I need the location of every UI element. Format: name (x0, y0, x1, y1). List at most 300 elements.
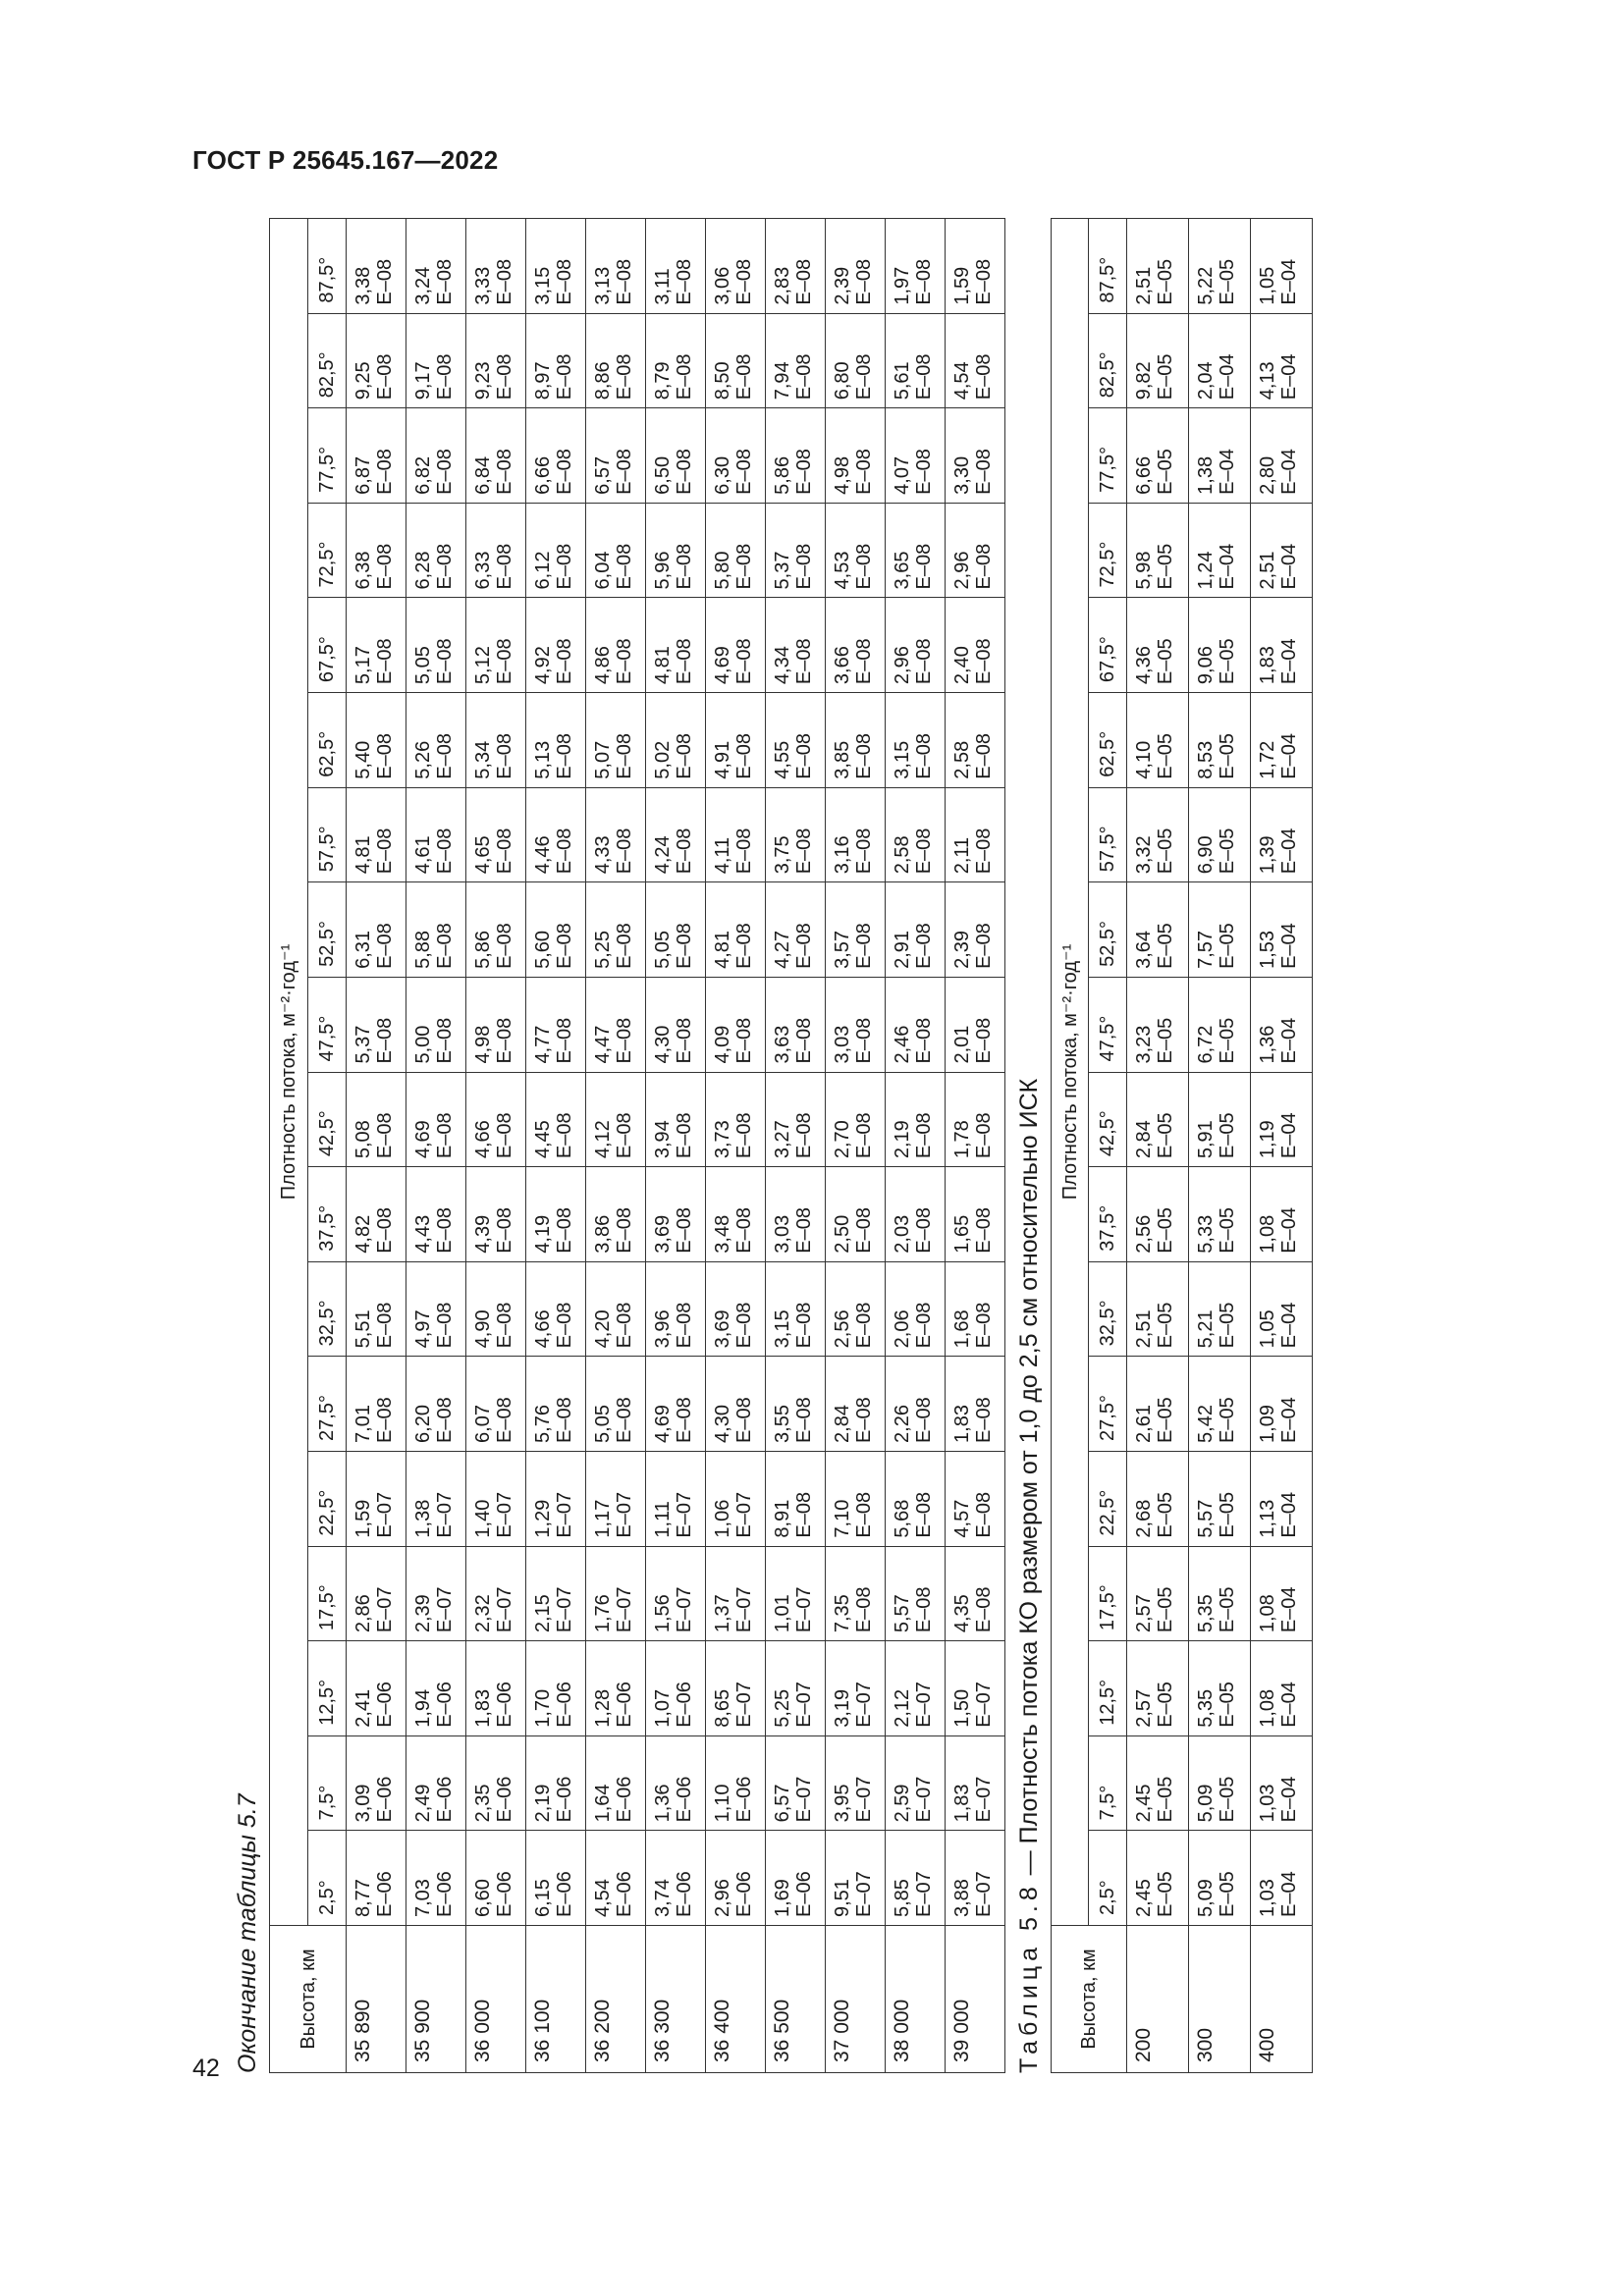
flux-value-cell: 4,98 E–08 (826, 408, 886, 504)
flux-value-cell: 3,75 E–08 (766, 787, 826, 882)
flux-value-cell: 8,91 E–08 (766, 1451, 826, 1546)
flux-value-cell: 6,31 E–08 (347, 882, 406, 978)
flux-value-cell: 4,66 E–08 (526, 1261, 586, 1357)
flux-value-cell: 3,32 E–05 (1127, 787, 1189, 882)
flux-value-cell: 2,68 E–05 (1127, 1451, 1189, 1546)
angle-column-header: 32,5° (1089, 1261, 1127, 1357)
flux-value-cell: 9,23 E–08 (466, 313, 526, 408)
flux-value-cell: 2,59 E–07 (886, 1735, 946, 1831)
flux-value-cell: 4,34 E–08 (766, 598, 826, 693)
flux-value-cell: 1,72 E–04 (1251, 693, 1313, 788)
table-row (1189, 219, 1251, 2073)
flux-value-cell: 4,11 E–08 (706, 787, 766, 882)
flux-value-cell: 5,05 E–08 (406, 598, 466, 693)
flux-value-cell: 1,56 E–07 (646, 1546, 706, 1641)
angle-column-header: 37,5° (1089, 1167, 1127, 1262)
flux-value-cell: 8,86 E–08 (586, 313, 646, 408)
flux-value-cell: 1,03 E–04 (1251, 1735, 1313, 1831)
flux-value-cell: 2,11 E–08 (946, 787, 1005, 882)
flux-value-cell: 3,55 E–08 (766, 1357, 826, 1452)
angle-column-header: 82,5° (1089, 313, 1127, 408)
angle-column-header: 17,5° (308, 1546, 347, 1641)
flux-value-cell: 5,09 E–05 (1189, 1735, 1251, 1831)
flux-value-cell: 8,50 E–08 (706, 313, 766, 408)
table-row (766, 219, 826, 2073)
flux-value-cell: 4,57 E–08 (946, 1451, 1005, 1546)
angle-column-header: 42,5° (1089, 1072, 1127, 1167)
altitude-column-header: Высота, км (1052, 1926, 1127, 2073)
flux-value-cell: 5,57 E–05 (1189, 1451, 1251, 1546)
flux-value-cell: 4,90 E–08 (466, 1261, 526, 1357)
flux-value-cell: 1,50 E–07 (946, 1641, 1005, 1736)
flux-value-cell: 4,86 E–08 (586, 598, 646, 693)
flux-value-cell: 1,65 E–08 (946, 1167, 1005, 1262)
flux-value-cell: 2,26 E–08 (886, 1357, 946, 1452)
flux-value-cell: 4,30 E–08 (646, 977, 706, 1072)
flux-value-cell: 3,30 E–08 (946, 408, 1005, 504)
flux-value-cell: 2,35 E–06 (466, 1735, 526, 1831)
table-row (646, 219, 706, 2073)
flux-value-cell: 4,69 E–08 (646, 1357, 706, 1452)
flux-value-cell: 1,70 E–06 (526, 1641, 586, 1736)
flux-value-cell: 5,76 E–08 (526, 1357, 586, 1452)
table-5-8 (1051, 218, 1313, 2073)
flux-value-cell: 4,27 E–08 (766, 882, 826, 978)
flux-value-cell: 3,23 E–05 (1127, 977, 1189, 1072)
flux-value-cell: 1,17 E–07 (586, 1451, 646, 1546)
flux-value-cell: 5,00 E–08 (406, 977, 466, 1072)
table-5-7 (269, 218, 1005, 2073)
flux-value-cell: 3,95 E–07 (826, 1735, 886, 1831)
flux-value-cell: 2,57 E–05 (1127, 1641, 1189, 1736)
table-row (1127, 219, 1189, 2073)
flux-value-cell: 1,76 E–07 (586, 1546, 646, 1641)
flux-value-cell: 3,63 E–08 (766, 977, 826, 1072)
flux-value-cell: 6,80 E–08 (826, 313, 886, 408)
angle-column-header: 77,5° (1089, 408, 1127, 504)
flux-value-cell: 1,29 E–07 (526, 1451, 586, 1546)
flux-value-cell: 4,12 E–08 (586, 1072, 646, 1167)
flux-value-cell: 1,83 E–06 (466, 1641, 526, 1736)
flux-value-cell: 6,90 E–05 (1189, 787, 1251, 882)
flux-value-cell: 6,15 E–06 (526, 1831, 586, 1926)
angle-column-header: 27,5° (1089, 1357, 1127, 1452)
flux-value-cell: 4,66 E–08 (466, 1072, 526, 1167)
angle-column-header: 22,5° (308, 1451, 347, 1546)
flux-value-cell: 3,16 E–08 (826, 787, 886, 882)
table-5-7-caption: Окончание таблицы 5.7 (234, 1793, 261, 2073)
angle-column-header: 47,5° (308, 977, 347, 1072)
altitude-cell: 36 300 (646, 1926, 706, 2073)
flux-value-cell: 7,03 E–06 (406, 1831, 466, 1926)
flux-value-cell: 5,80 E–08 (706, 503, 766, 598)
angle-column-header: 12,5° (308, 1641, 347, 1736)
flux-value-cell: 2,58 E–08 (946, 693, 1005, 788)
flux-value-cell: 5,25 E–07 (766, 1641, 826, 1736)
flux-value-cell: 2,80 E–04 (1251, 408, 1313, 504)
flux-value-cell: 9,06 E–05 (1189, 598, 1251, 693)
flux-value-cell: 5,68 E–08 (886, 1451, 946, 1546)
flux-value-cell: 4,47 E–08 (586, 977, 646, 1072)
flux-value-cell: 5,07 E–08 (586, 693, 646, 788)
flux-value-cell: 3,69 E–08 (646, 1167, 706, 1262)
flux-value-cell: 2,84 E–05 (1127, 1072, 1189, 1167)
flux-value-cell: 4,54 E–08 (946, 313, 1005, 408)
document-header: ГОСТ Р 25645.167—2022 (192, 145, 499, 175)
angle-column-header: 62,5° (1089, 693, 1127, 788)
flux-value-cell: 5,09 E–05 (1189, 1831, 1251, 1926)
flux-value-cell: 4,81 E–08 (347, 787, 406, 882)
flux-value-cell: 1,13 E–04 (1251, 1451, 1313, 1546)
flux-value-cell: 5,42 E–05 (1189, 1357, 1251, 1452)
flux-value-cell: 5,88 E–08 (406, 882, 466, 978)
flux-value-cell: 5,05 E–08 (646, 882, 706, 978)
flux-value-cell: 4,69 E–08 (706, 598, 766, 693)
flux-value-cell: 5,37 E–08 (766, 503, 826, 598)
angle-column-header: 67,5° (308, 598, 347, 693)
altitude-cell: 36 200 (586, 1926, 646, 2073)
flux-value-cell: 3,74 E–06 (646, 1831, 706, 1926)
flux-value-cell: 2,84 E–08 (826, 1357, 886, 1452)
flux-value-cell: 1,97 E–08 (886, 219, 946, 314)
flux-value-cell: 2,04 E–04 (1189, 313, 1251, 408)
flux-value-cell: 7,35 E–08 (826, 1546, 886, 1641)
angle-column-header: 52,5° (308, 882, 347, 978)
flux-value-cell: 3,09 E–06 (347, 1735, 406, 1831)
flux-value-cell: 1,59 E–07 (347, 1451, 406, 1546)
flux-value-cell: 1,28 E–06 (586, 1641, 646, 1736)
flux-value-cell: 2,40 E–08 (946, 598, 1005, 693)
flux-value-cell: 1,38 E–07 (406, 1451, 466, 1546)
angle-column-header: 62,5° (308, 693, 347, 788)
flux-value-cell: 2,96 E–08 (886, 598, 946, 693)
flux-value-cell: 1,08 E–04 (1251, 1167, 1313, 1262)
flux-value-cell: 9,25 E–08 (347, 313, 406, 408)
altitude-cell: 36 500 (766, 1926, 826, 2073)
flux-value-cell: 5,85 E–07 (886, 1831, 946, 1926)
flux-value-cell: 3,88 E–07 (946, 1831, 1005, 1926)
angle-column-header: 52,5° (1089, 882, 1127, 978)
flux-value-cell: 6,57 E–07 (766, 1735, 826, 1831)
flux-value-cell: 2,49 E–06 (406, 1735, 466, 1831)
flux-value-cell: 4,82 E–08 (347, 1167, 406, 1262)
altitude-cell: 35 900 (406, 1926, 466, 2073)
flux-value-cell: 2,19 E–06 (526, 1735, 586, 1831)
flux-value-cell: 2,45 E–05 (1127, 1735, 1189, 1831)
angle-column-header: 87,5° (308, 219, 347, 314)
flux-value-cell: 6,12 E–08 (526, 503, 586, 598)
angle-column-header: 57,5° (1089, 787, 1127, 882)
flux-value-cell: 4,36 E–05 (1127, 598, 1189, 693)
angle-column-header: 22,5° (1089, 1451, 1127, 1546)
flux-value-cell: 8,53 E–05 (1189, 693, 1251, 788)
flux-value-cell: 1,53 E–04 (1251, 882, 1313, 978)
flux-value-cell: 5,60 E–08 (526, 882, 586, 978)
flux-value-cell: 2,57 E–05 (1127, 1546, 1189, 1641)
flux-value-cell: 9,17 E–08 (406, 313, 466, 408)
flux-value-cell: 5,35 E–05 (1189, 1641, 1251, 1736)
flux-value-cell: 5,02 E–08 (646, 693, 706, 788)
flux-value-cell: 3,15 E–08 (766, 1261, 826, 1357)
flux-value-cell: 2,83 E–08 (766, 219, 826, 314)
flux-value-cell: 1,64 E–06 (586, 1735, 646, 1831)
flux-value-cell: 2,06 E–08 (886, 1261, 946, 1357)
flux-value-cell: 3,94 E–08 (646, 1072, 706, 1167)
flux-value-cell: 1,94 E–06 (406, 1641, 466, 1736)
angle-column-header: 47,5° (1089, 977, 1127, 1072)
table-row (886, 219, 946, 2073)
flux-value-cell: 4,81 E–08 (646, 598, 706, 693)
flux-value-cell: 4,61 E–08 (406, 787, 466, 882)
altitude-cell: 36 000 (466, 1926, 526, 2073)
angle-column-header: 27,5° (308, 1357, 347, 1452)
flux-value-cell: 3,48 E–08 (706, 1167, 766, 1262)
flux-value-cell: 5,22 E–05 (1189, 219, 1251, 314)
flux-density-group-header: Плотность потока, м⁻²·год⁻¹ (1052, 219, 1089, 1926)
flux-value-cell: 2,58 E–08 (886, 787, 946, 882)
angle-column-header: 87,5° (1089, 219, 1127, 314)
flux-value-cell: 6,30 E–08 (706, 408, 766, 504)
flux-value-cell: 5,57 E–08 (886, 1546, 946, 1641)
flux-value-cell: 4,77 E–08 (526, 977, 586, 1072)
flux-value-cell: 4,91 E–08 (706, 693, 766, 788)
flux-value-cell: 1,19 E–04 (1251, 1072, 1313, 1167)
flux-value-cell: 1,38 E–04 (1189, 408, 1251, 504)
flux-value-cell: 2,19 E–08 (886, 1072, 946, 1167)
angle-column-header: 82,5° (308, 313, 347, 408)
flux-value-cell: 4,55 E–08 (766, 693, 826, 788)
flux-value-cell: 4,35 E–08 (946, 1546, 1005, 1641)
flux-value-cell: 3,13 E–08 (586, 219, 646, 314)
angle-column-header: 72,5° (1089, 503, 1127, 598)
flux-value-cell: 1,24 E–04 (1189, 503, 1251, 598)
flux-value-cell: 2,61 E–05 (1127, 1357, 1189, 1452)
flux-value-cell: 5,13 E–08 (526, 693, 586, 788)
flux-value-cell: 4,30 E–08 (706, 1357, 766, 1452)
angle-column-header: 67,5° (1089, 598, 1127, 693)
flux-value-cell: 1,10 E–06 (706, 1735, 766, 1831)
flux-value-cell: 5,86 E–08 (766, 408, 826, 504)
flux-value-cell: 4,46 E–08 (526, 787, 586, 882)
flux-value-cell: 4,97 E–08 (406, 1261, 466, 1357)
table-row (586, 219, 646, 2073)
flux-value-cell: 6,28 E–08 (406, 503, 466, 598)
flux-value-cell: 6,66 E–05 (1127, 408, 1189, 504)
flux-value-cell: 2,45 E–05 (1127, 1831, 1189, 1926)
flux-value-cell: 4,20 E–08 (586, 1261, 646, 1357)
table-row (946, 219, 1005, 2073)
flux-value-cell: 4,33 E–08 (586, 787, 646, 882)
flux-value-cell: 5,26 E–08 (406, 693, 466, 788)
flux-value-cell: 4,98 E–08 (466, 977, 526, 1072)
flux-value-cell: 3,73 E–08 (706, 1072, 766, 1167)
flux-value-cell: 4,10 E–05 (1127, 693, 1189, 788)
altitude-column-header: Высота, км (270, 1926, 347, 2073)
flux-value-cell: 5,86 E–08 (466, 882, 526, 978)
flux-value-cell: 3,66 E–08 (826, 598, 886, 693)
table-row (826, 219, 886, 2073)
flux-value-cell: 3,33 E–08 (466, 219, 526, 314)
flux-value-cell: 1,06 E–07 (706, 1451, 766, 1546)
flux-value-cell: 3,86 E–08 (586, 1167, 646, 1262)
angle-column-header: 7,5° (308, 1735, 347, 1831)
flux-value-cell: 3,64 E–05 (1127, 882, 1189, 978)
flux-value-cell: 4,24 E–08 (646, 787, 706, 882)
angle-column-header: 57,5° (308, 787, 347, 882)
altitude-cell: 300 (1189, 1926, 1251, 2073)
flux-value-cell: 1,09 E–04 (1251, 1357, 1313, 1452)
flux-value-cell: 8,79 E–08 (646, 313, 706, 408)
flux-value-cell: 8,65 E–07 (706, 1641, 766, 1736)
flux-value-cell: 2,51 E–05 (1127, 219, 1189, 314)
flux-value-cell: 2,96 E–08 (946, 503, 1005, 598)
flux-value-cell: 2,56 E–05 (1127, 1167, 1189, 1262)
flux-value-cell: 3,57 E–08 (826, 882, 886, 978)
flux-value-cell: 1,83 E–04 (1251, 598, 1313, 693)
flux-value-cell: 4,54 E–06 (586, 1831, 646, 1926)
flux-value-cell: 1,83 E–07 (946, 1735, 1005, 1831)
flux-value-cell: 1,03 E–04 (1251, 1831, 1313, 1926)
flux-value-cell: 4,19 E–08 (526, 1167, 586, 1262)
flux-value-cell: 8,77 E–06 (347, 1831, 406, 1926)
angle-column-header: 2,5° (308, 1831, 347, 1926)
flux-value-cell: 3,15 E–08 (526, 219, 586, 314)
flux-value-cell: 4,45 E–08 (526, 1072, 586, 1167)
flux-value-cell: 1,59 E–08 (946, 219, 1005, 314)
altitude-cell: 400 (1251, 1926, 1313, 2073)
altitude-cell: 36 100 (526, 1926, 586, 2073)
flux-value-cell: 4,07 E–08 (886, 408, 946, 504)
flux-value-cell: 6,84 E–08 (466, 408, 526, 504)
flux-value-cell: 6,72 E–05 (1189, 977, 1251, 1072)
flux-value-cell: 1,78 E–08 (946, 1072, 1005, 1167)
table-row (706, 219, 766, 2073)
flux-value-cell: 4,65 E–08 (466, 787, 526, 882)
flux-value-cell: 6,57 E–08 (586, 408, 646, 504)
flux-value-cell: 2,50 E–08 (826, 1167, 886, 1262)
flux-value-cell: 5,96 E–08 (646, 503, 706, 598)
altitude-cell: 36 400 (706, 1926, 766, 2073)
angle-column-header: 42,5° (308, 1072, 347, 1167)
flux-value-cell: 7,94 E–08 (766, 313, 826, 408)
flux-value-cell: 1,08 E–04 (1251, 1546, 1313, 1641)
flux-value-cell: 1,37 E–07 (706, 1546, 766, 1641)
table-row (1251, 219, 1313, 2073)
flux-value-cell: 3,69 E–08 (706, 1261, 766, 1357)
flux-value-cell: 1,05 E–04 (1251, 1261, 1313, 1357)
flux-value-cell: 7,01 E–08 (347, 1357, 406, 1452)
table-row (406, 219, 466, 2073)
flux-value-cell: 1,08 E–04 (1251, 1641, 1313, 1736)
flux-value-cell: 2,39 E–08 (826, 219, 886, 314)
flux-density-group-header: Плотность потока, м⁻²·год⁻¹ (270, 219, 308, 1926)
flux-value-cell: 7,10 E–08 (826, 1451, 886, 1546)
table-5-8-caption (1007, 218, 1051, 2073)
flux-value-cell: 6,04 E–08 (586, 503, 646, 598)
flux-value-cell: 1,68 E–08 (946, 1261, 1005, 1357)
flux-value-cell: 5,08 E–08 (347, 1072, 406, 1167)
table-5-8-label: Таблица 5.8 (1015, 1882, 1043, 2073)
flux-value-cell: 5,40 E–08 (347, 693, 406, 788)
flux-value-cell: 6,50 E–08 (646, 408, 706, 504)
flux-value-cell: 6,66 E–08 (526, 408, 586, 504)
flux-value-cell: 2,91 E–08 (886, 882, 946, 978)
altitude-cell: 37 000 (826, 1926, 886, 2073)
flux-value-cell: 2,12 E–07 (886, 1641, 946, 1736)
flux-value-cell: 3,27 E–08 (766, 1072, 826, 1167)
flux-value-cell: 2,39 E–07 (406, 1546, 466, 1641)
flux-value-cell: 1,39 E–04 (1251, 787, 1313, 882)
page-number: 42 (192, 2055, 220, 2082)
flux-value-cell: 3,06 E–08 (706, 219, 766, 314)
flux-value-cell: 5,33 E–05 (1189, 1167, 1251, 1262)
flux-value-cell: 8,97 E–08 (526, 313, 586, 408)
flux-value-cell: 1,83 E–08 (946, 1357, 1005, 1452)
flux-value-cell: 5,35 E–05 (1189, 1546, 1251, 1641)
flux-value-cell: 3,03 E–08 (766, 1167, 826, 1262)
flux-value-cell: 6,60 E–06 (466, 1831, 526, 1926)
angle-column-header: 2,5° (1089, 1831, 1127, 1926)
flux-value-cell: 6,33 E–08 (466, 503, 526, 598)
flux-value-cell: 1,36 E–06 (646, 1735, 706, 1831)
flux-value-cell: 1,01 E–07 (766, 1546, 826, 1641)
flux-value-cell: 1,11 E–07 (646, 1451, 706, 1546)
altitude-cell: 200 (1127, 1926, 1189, 2073)
flux-value-cell: 5,37 E–08 (347, 977, 406, 1072)
angle-column-header: 17,5° (1089, 1546, 1127, 1641)
rotated-landscape-content (226, 218, 1300, 2073)
flux-value-cell: 5,61 E–08 (886, 313, 946, 408)
flux-value-cell: 5,98 E–05 (1127, 503, 1189, 598)
flux-value-cell: 5,34 E–08 (466, 693, 526, 788)
flux-value-cell: 2,51 E–04 (1251, 503, 1313, 598)
flux-value-cell: 2,03 E–08 (886, 1167, 946, 1262)
flux-value-cell: 9,51 E–07 (826, 1831, 886, 1926)
flux-value-cell: 5,05 E–08 (586, 1357, 646, 1452)
flux-value-cell: 3,15 E–08 (886, 693, 946, 788)
flux-value-cell: 4,53 E–08 (826, 503, 886, 598)
flux-value-cell: 1,36 E–04 (1251, 977, 1313, 1072)
flux-value-cell: 2,46 E–08 (886, 977, 946, 1072)
table-row (347, 219, 406, 2073)
flux-value-cell: 5,25 E–08 (586, 882, 646, 978)
flux-value-cell: 6,07 E–08 (466, 1357, 526, 1452)
flux-value-cell: 4,69 E–08 (406, 1072, 466, 1167)
flux-value-cell: 3,11 E–08 (646, 219, 706, 314)
flux-value-cell: 2,56 E–08 (826, 1261, 886, 1357)
flux-value-cell: 1,05 E–04 (1251, 219, 1313, 314)
angle-column-header: 12,5° (1089, 1641, 1127, 1736)
flux-value-cell: 2,70 E–08 (826, 1072, 886, 1167)
flux-value-cell: 3,03 E–08 (826, 977, 886, 1072)
flux-value-cell: 6,20 E–08 (406, 1357, 466, 1452)
flux-value-cell: 2,15 E–07 (526, 1546, 586, 1641)
table-row (526, 219, 586, 2073)
flux-value-cell: 6,87 E–08 (347, 408, 406, 504)
flux-value-cell: 2,32 E–07 (466, 1546, 526, 1641)
flux-value-cell: 3,65 E–08 (886, 503, 946, 598)
flux-value-cell: 2,01 E–08 (946, 977, 1005, 1072)
flux-value-cell: 7,57 E–05 (1189, 882, 1251, 978)
flux-value-cell: 2,96 E–06 (706, 1831, 766, 1926)
flux-value-cell: 4,13 E–04 (1251, 313, 1313, 408)
table-row (466, 219, 526, 2073)
flux-value-cell: 2,39 E–08 (946, 882, 1005, 978)
altitude-cell: 38 000 (886, 1926, 946, 2073)
flux-value-cell: 3,19 E–07 (826, 1641, 886, 1736)
flux-value-cell: 5,51 E–08 (347, 1261, 406, 1357)
flux-value-cell: 3,24 E–08 (406, 219, 466, 314)
